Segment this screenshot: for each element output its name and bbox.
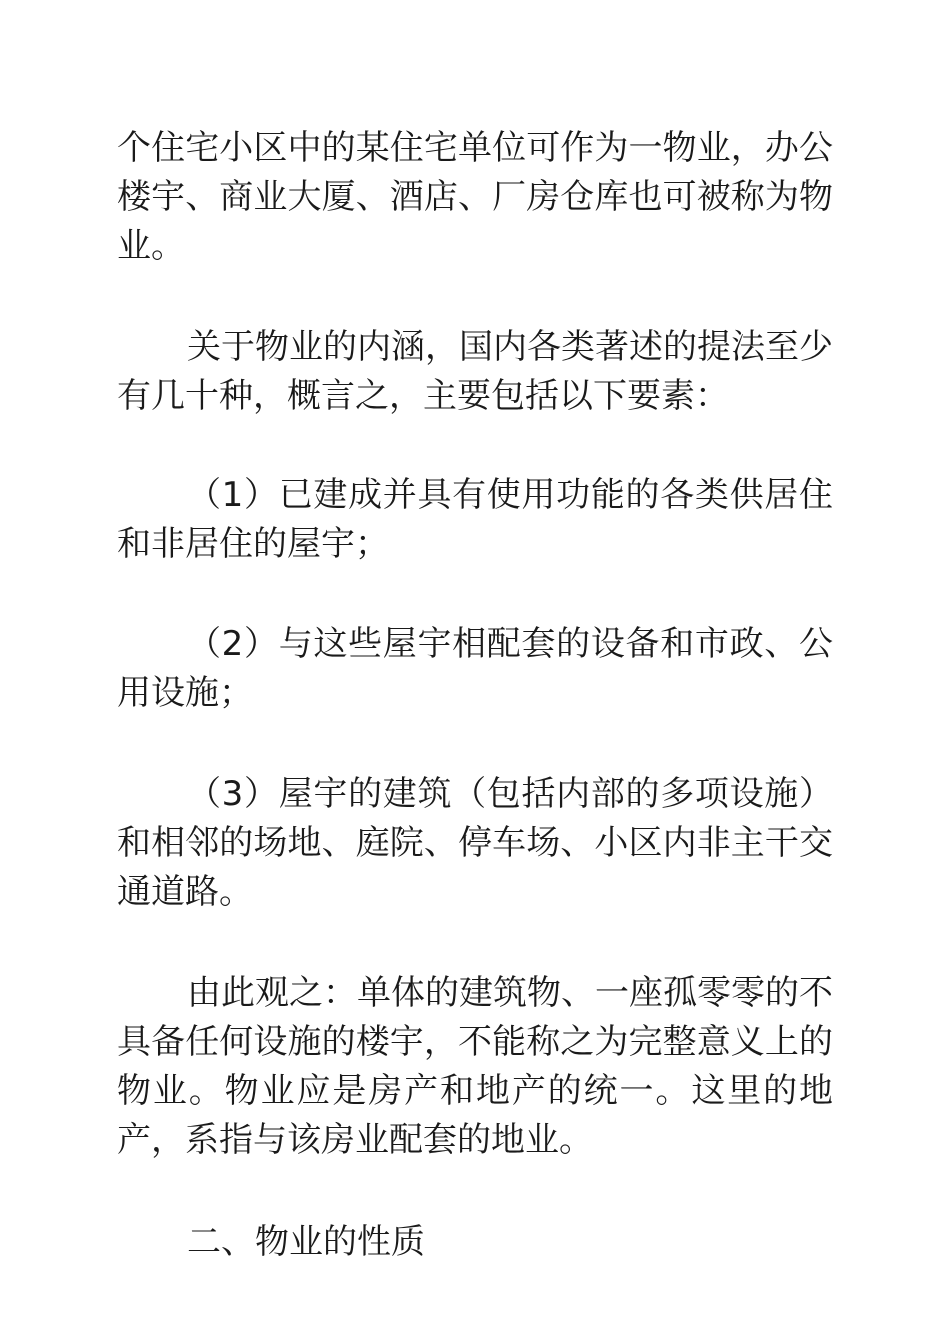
list-item-2: （2）与这些屋宇相配套的设备和市政、公用设施； — [117, 624, 833, 713]
paragraph-property-examples: 个住宅小区中的某住宅单位可作为一物业，办公楼宇、商业大厦、酒店、厂房仓库也可被称为物业。 — [117, 128, 833, 266]
section-heading-property-nature: 二、物业的性质 — [187, 1222, 425, 1262]
list-item-3: （3）屋宇的建筑（包括内部的多项设施）和相邻的场地、庭院、停车场、小区内非主干交通道路。 — [117, 774, 833, 912]
paragraph-conclusion: 由此观之：单体的建筑物、一座孤零零的不具备任何设施的楼宇，不能称之为完整意义上的物业。物业应是房产和地产的统一。这里的地产，系指与该房业配套的地业。 — [117, 973, 833, 1160]
paragraph-property-connotation: 关于物业的内涵，国内各类著述的提法至少有几十种，概言之，主要包括以下要素： — [117, 327, 833, 416]
list-item-1: （1）已建成并具有使用功能的各类供居住和非居住的屋宇； — [117, 475, 833, 564]
